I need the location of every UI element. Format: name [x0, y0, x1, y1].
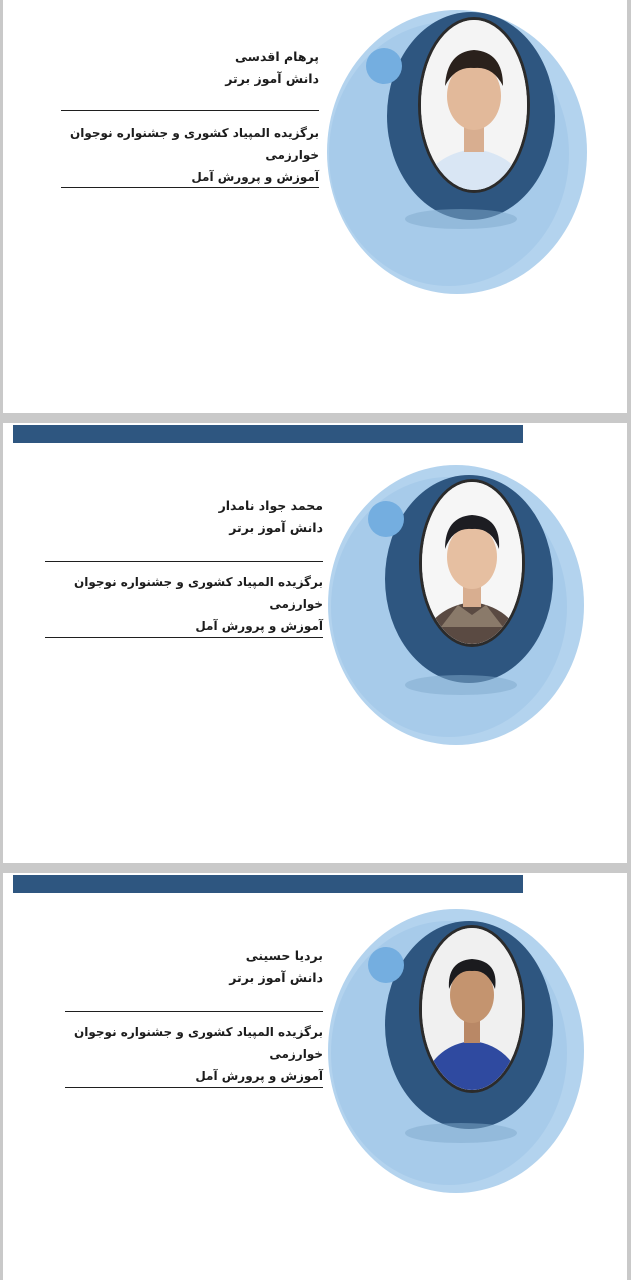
certificate-page-2: [3, 423, 627, 863]
certificate-page-1: [3, 0, 627, 413]
award-organization: آموزش و پرورش آمل: [191, 170, 319, 184]
student-name: محمد جواد نامدار: [218, 498, 323, 513]
portrait-emblem: [323, 457, 589, 747]
award-title: برگزیده المپیاد کشوری و جشنواره نوجوان خوارزمی: [74, 575, 323, 611]
award-organization: آموزش و پرورش آمل: [195, 619, 323, 633]
divider-line: [45, 561, 323, 562]
entry-3-award: [43, 1021, 323, 1087]
entry-1-text: [43, 46, 319, 90]
divider-line: [61, 110, 319, 111]
student-name: بردیا حسینی: [245, 948, 323, 963]
divider-line: [65, 1011, 323, 1012]
divider-line: [61, 187, 319, 188]
award-title: برگزیده المپیاد کشوری و جشنواره نوجوان خوارزمی: [74, 1025, 323, 1061]
certificate-page-3: [3, 873, 627, 1280]
entry-2-award: [43, 571, 323, 637]
award-title: برگزیده المپیاد کشوری و جشنواره نوجوان خوارزمی: [70, 126, 319, 162]
student-role: دانش آموز برتر: [229, 520, 323, 535]
student-role: دانش آموز برتر: [229, 970, 323, 985]
divider-line: [65, 1087, 323, 1088]
entry-3-text: [43, 945, 323, 989]
entry-2-text: [43, 495, 323, 539]
award-organization: آموزش و پرورش آمل: [195, 1069, 323, 1083]
entry-1-award: [43, 122, 319, 188]
divider-line: [45, 637, 323, 638]
student-role: دانش آموز برتر: [225, 71, 319, 86]
student-name: پرهام اقدسی: [235, 49, 319, 64]
portrait-emblem: [321, 4, 591, 296]
header-bar: [13, 425, 523, 443]
portrait-emblem: [323, 903, 589, 1195]
header-bar: [13, 875, 523, 893]
